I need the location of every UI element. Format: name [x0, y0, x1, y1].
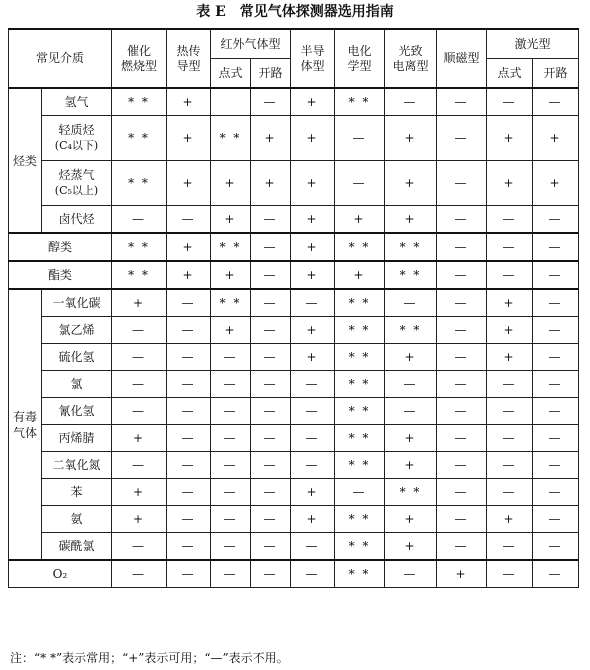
- value-cell: —: [211, 452, 251, 479]
- value-cell: —: [167, 289, 211, 317]
- value-cell: * *: [335, 88, 385, 116]
- table-row: [9, 398, 579, 425]
- value-cell: —: [291, 398, 335, 425]
- table-row: [9, 161, 579, 206]
- value-cell: —: [335, 116, 385, 161]
- value-cell: —: [112, 206, 167, 234]
- detector-selection-table: [8, 28, 579, 588]
- value-cell: +: [385, 206, 437, 234]
- value-cell: —: [437, 317, 487, 344]
- value-cell: —: [291, 371, 335, 398]
- value-cell: +: [112, 506, 167, 533]
- header-ir-point: 点式: [211, 59, 251, 89]
- value-cell: —: [533, 560, 579, 588]
- value-cell: +: [385, 533, 437, 561]
- value-cell: —: [533, 425, 579, 452]
- value-cell: —: [487, 371, 533, 398]
- value-cell: * *: [335, 371, 385, 398]
- value-cell: —: [112, 371, 167, 398]
- value-cell: —: [533, 233, 579, 261]
- value-cell: * *: [335, 560, 385, 588]
- value-cell: —: [211, 560, 251, 588]
- value-cell: +: [112, 425, 167, 452]
- value-cell: —: [385, 88, 437, 116]
- value-cell: [211, 88, 251, 116]
- value-cell: * *: [335, 533, 385, 561]
- table-row: [9, 289, 579, 317]
- value-cell: —: [291, 425, 335, 452]
- value-cell: —: [211, 398, 251, 425]
- value-cell: +: [291, 88, 335, 116]
- value-cell: +: [211, 261, 251, 289]
- value-cell: —: [251, 344, 291, 371]
- value-cell: —: [112, 452, 167, 479]
- value-cell: —: [291, 533, 335, 561]
- value-cell: —: [437, 116, 487, 161]
- header-laser-point: 点式: [487, 59, 533, 89]
- value-cell: +: [291, 261, 335, 289]
- value-cell: —: [533, 398, 579, 425]
- value-cell: —: [167, 560, 211, 588]
- value-cell: —: [251, 88, 291, 116]
- value-cell: —: [487, 398, 533, 425]
- value-cell: —: [385, 560, 437, 588]
- value-cell: —: [533, 317, 579, 344]
- header-photoion: 光致 电离型: [385, 29, 437, 88]
- value-cell: +: [385, 452, 437, 479]
- medium-name: 醇类: [9, 233, 112, 261]
- value-cell: +: [487, 506, 533, 533]
- value-cell: * *: [335, 452, 385, 479]
- table-row: [9, 425, 579, 452]
- value-cell: —: [251, 479, 291, 506]
- medium-name: 一氧化碳: [42, 289, 112, 317]
- value-cell: —: [211, 371, 251, 398]
- header-electrochemical: 电化 学型: [335, 29, 385, 88]
- value-cell: —: [167, 398, 211, 425]
- medium-name: 二氧化氮: [42, 452, 112, 479]
- value-cell: +: [211, 161, 251, 206]
- value-cell: +: [112, 289, 167, 317]
- medium-name: 硫化氢: [42, 344, 112, 371]
- group-label: 烃类: [9, 88, 42, 233]
- table-title: 表 E 常见气体探测器选用指南: [196, 4, 394, 20]
- value-cell: * *: [385, 261, 437, 289]
- value-cell: +: [291, 233, 335, 261]
- header-paramagnetic: 顺磁型: [437, 29, 487, 88]
- header-catalytic: 催化 燃烧型: [112, 29, 167, 88]
- value-cell: +: [167, 116, 211, 161]
- value-cell: * *: [335, 398, 385, 425]
- value-cell: +: [112, 479, 167, 506]
- value-cell: +: [385, 161, 437, 206]
- value-cell: —: [167, 317, 211, 344]
- value-cell: —: [251, 261, 291, 289]
- header-laser: 激光型: [487, 29, 579, 59]
- value-cell: * *: [335, 425, 385, 452]
- value-cell: —: [251, 233, 291, 261]
- value-cell: —: [533, 344, 579, 371]
- value-cell: +: [487, 344, 533, 371]
- medium-name: 氢气: [42, 88, 112, 116]
- table-note: 注：“* *”表示常用；“+”表示可用；“—”表示不用。: [10, 651, 289, 665]
- value-cell: —: [533, 289, 579, 317]
- value-cell: * *: [112, 161, 167, 206]
- header-laser-open: 开路: [533, 59, 579, 89]
- medium-name: 碳酰氯: [42, 533, 112, 561]
- value-cell: —: [211, 425, 251, 452]
- group-label: 有毒气体: [9, 289, 42, 560]
- medium-name: 轻质烃 (C₄以下): [42, 116, 112, 161]
- value-cell: —: [167, 344, 211, 371]
- value-cell: —: [437, 398, 487, 425]
- value-cell: —: [167, 533, 211, 561]
- value-cell: —: [487, 233, 533, 261]
- value-cell: * *: [112, 261, 167, 289]
- value-cell: * *: [385, 479, 437, 506]
- value-cell: * *: [112, 116, 167, 161]
- value-cell: —: [487, 452, 533, 479]
- value-cell: —: [533, 206, 579, 234]
- value-cell: —: [437, 161, 487, 206]
- table-row: [9, 116, 579, 161]
- value-cell: —: [251, 425, 291, 452]
- value-cell: —: [251, 206, 291, 234]
- medium-name: 卤代烃: [42, 206, 112, 234]
- value-cell: +: [385, 506, 437, 533]
- medium-name: 氨: [42, 506, 112, 533]
- value-cell: —: [251, 398, 291, 425]
- table-row: [9, 479, 579, 506]
- value-cell: —: [112, 398, 167, 425]
- value-cell: —: [251, 452, 291, 479]
- value-cell: —: [487, 533, 533, 561]
- value-cell: +: [487, 116, 533, 161]
- value-cell: —: [251, 533, 291, 561]
- value-cell: +: [385, 116, 437, 161]
- value-cell: —: [211, 533, 251, 561]
- value-cell: +: [167, 261, 211, 289]
- value-cell: +: [291, 479, 335, 506]
- medium-name: 丙烯腈: [42, 425, 112, 452]
- table-row: [9, 452, 579, 479]
- medium-name: 氰化氢: [42, 398, 112, 425]
- value-cell: —: [291, 289, 335, 317]
- value-cell: +: [533, 161, 579, 206]
- value-cell: +: [291, 161, 335, 206]
- medium-name: 氯: [42, 371, 112, 398]
- medium-name: 氯乙烯: [42, 317, 112, 344]
- value-cell: * *: [335, 344, 385, 371]
- value-cell: —: [211, 344, 251, 371]
- value-cell: —: [167, 425, 211, 452]
- value-cell: —: [437, 533, 487, 561]
- value-cell: +: [385, 425, 437, 452]
- value-cell: —: [251, 289, 291, 317]
- value-cell: —: [437, 206, 487, 234]
- value-cell: +: [291, 506, 335, 533]
- table-row: [9, 533, 579, 561]
- value-cell: +: [211, 206, 251, 234]
- value-cell: —: [112, 533, 167, 561]
- value-cell: —: [487, 88, 533, 116]
- value-cell: —: [211, 506, 251, 533]
- table-row: [9, 233, 579, 261]
- value-cell: —: [291, 560, 335, 588]
- value-cell: * *: [335, 506, 385, 533]
- medium-name: 苯: [42, 479, 112, 506]
- value-cell: +: [251, 161, 291, 206]
- value-cell: +: [487, 161, 533, 206]
- header-infrared: 红外气体型: [211, 29, 291, 59]
- value-cell: —: [167, 371, 211, 398]
- value-cell: —: [533, 452, 579, 479]
- value-cell: * *: [335, 233, 385, 261]
- value-cell: —: [487, 425, 533, 452]
- value-cell: —: [335, 161, 385, 206]
- value-cell: +: [167, 233, 211, 261]
- value-cell: —: [533, 88, 579, 116]
- value-cell: —: [533, 371, 579, 398]
- value-cell: +: [385, 344, 437, 371]
- value-cell: +: [251, 116, 291, 161]
- value-cell: +: [437, 560, 487, 588]
- value-cell: —: [437, 452, 487, 479]
- value-cell: —: [251, 506, 291, 533]
- value-cell: —: [437, 88, 487, 116]
- value-cell: —: [533, 533, 579, 561]
- value-cell: —: [291, 452, 335, 479]
- value-cell: * *: [385, 317, 437, 344]
- value-cell: * *: [112, 233, 167, 261]
- table-row: [9, 317, 579, 344]
- value-cell: —: [112, 317, 167, 344]
- value-cell: —: [385, 289, 437, 317]
- value-cell: —: [167, 479, 211, 506]
- value-cell: +: [291, 116, 335, 161]
- value-cell: +: [335, 206, 385, 234]
- header-medium: 常见介质: [9, 29, 112, 88]
- value-cell: —: [335, 479, 385, 506]
- table-row: [9, 506, 579, 533]
- value-cell: —: [437, 344, 487, 371]
- value-cell: —: [437, 479, 487, 506]
- value-cell: —: [437, 425, 487, 452]
- value-cell: * *: [211, 289, 251, 317]
- table-row: [9, 560, 579, 588]
- header-thermal: 热传 导型: [167, 29, 211, 88]
- value-cell: —: [167, 206, 211, 234]
- header-ir-open: 开路: [251, 59, 291, 89]
- value-cell: * *: [385, 233, 437, 261]
- medium-name: O₂: [9, 560, 112, 588]
- value-cell: +: [291, 344, 335, 371]
- value-cell: +: [487, 317, 533, 344]
- value-cell: +: [533, 116, 579, 161]
- value-cell: —: [533, 506, 579, 533]
- medium-name: 酯类: [9, 261, 112, 289]
- header-semiconductor: 半导 体型: [291, 29, 335, 88]
- value-cell: —: [112, 344, 167, 371]
- table-row: [9, 88, 579, 116]
- value-cell: +: [487, 289, 533, 317]
- value-cell: * *: [335, 317, 385, 344]
- value-cell: * *: [211, 233, 251, 261]
- value-cell: —: [251, 560, 291, 588]
- value-cell: * *: [211, 116, 251, 161]
- value-cell: +: [291, 317, 335, 344]
- value-cell: —: [487, 479, 533, 506]
- value-cell: —: [487, 261, 533, 289]
- value-cell: +: [291, 206, 335, 234]
- value-cell: —: [167, 506, 211, 533]
- value-cell: —: [251, 317, 291, 344]
- table-row: [9, 206, 579, 234]
- table-row: [9, 371, 579, 398]
- value-cell: —: [167, 452, 211, 479]
- value-cell: —: [487, 560, 533, 588]
- value-cell: —: [533, 479, 579, 506]
- value-cell: * *: [112, 88, 167, 116]
- value-cell: +: [335, 261, 385, 289]
- value-cell: +: [167, 161, 211, 206]
- table-row: [9, 344, 579, 371]
- value-cell: —: [437, 289, 487, 317]
- value-cell: —: [437, 233, 487, 261]
- medium-name: 烃蒸气 (C₅以上): [42, 161, 112, 206]
- value-cell: —: [211, 479, 251, 506]
- value-cell: —: [533, 261, 579, 289]
- value-cell: —: [112, 560, 167, 588]
- value-cell: —: [385, 371, 437, 398]
- table-row: [9, 261, 579, 289]
- value-cell: +: [167, 88, 211, 116]
- value-cell: —: [437, 261, 487, 289]
- value-cell: —: [437, 371, 487, 398]
- value-cell: +: [211, 317, 251, 344]
- value-cell: —: [487, 206, 533, 234]
- value-cell: —: [385, 398, 437, 425]
- value-cell: —: [251, 371, 291, 398]
- value-cell: * *: [335, 289, 385, 317]
- value-cell: —: [437, 506, 487, 533]
